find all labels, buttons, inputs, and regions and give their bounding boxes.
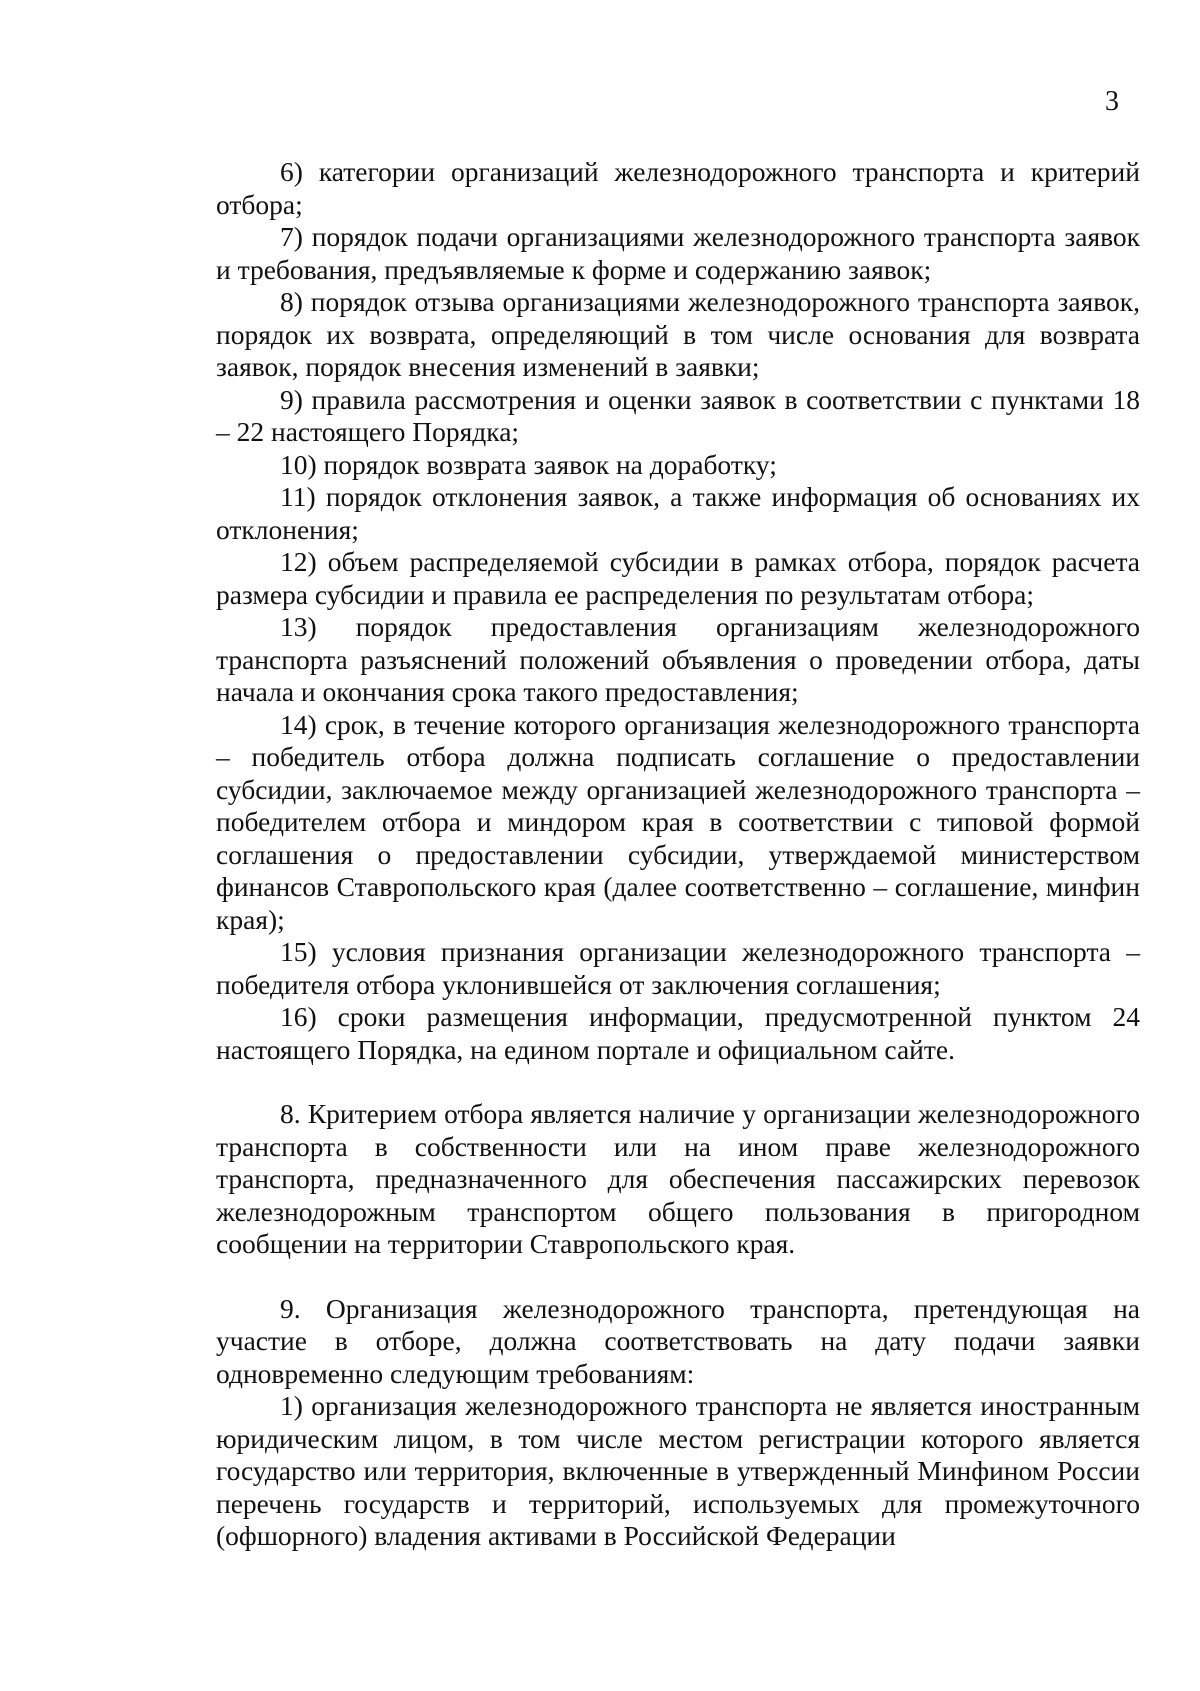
list-item-10: 10) порядок возврата заявок на доработку; [280,448,777,480]
list-item-13: 13) порядок предоставления организациям железнодорожного транспорта разъяснений положений объявления о проведении отбора, даты начала и окончания срока такого предоставления; [216,611,1140,707]
page-number: 3 [1105,86,1119,117]
document-body [216,156,1140,1553]
clause-9-item-1: 1) организация железнодорожного транспорта не является иностранным юридическим лицом, в том числе местом регистрации которого является государство или территория, включенные в утвержденный Минфином России перечень государств и территорий, используемых для промежуточного (офшорного) владения активами в Российской Федерации [216,1390,1140,1551]
list-item-11: 11) порядок отклонения заявок, а также информация об основаниях их отклонения; [216,481,1140,545]
list-item-8: 8) порядок отзыва организациями железнодорожного транспорта заявок, порядок их возврата, определяющий в том числе основания для возврата заявок, порядок внесения изменений в заявки; [216,286,1140,382]
list-item-15: 15) условия признания организации железнодорожного транспорта – победителя отбора уклонившейся от заключения соглашения; [216,936,1140,1000]
clause-8: 8. Критерием отбора является наличие у организации железнодорожного транспорта в собственности или на ином праве железнодорожного транспорта, предназначенного для обеспечения пассажирских перевозок железнодорожным транспортом общего пользования в пригородном сообщении на территории Ставропольского края. [216,1098,1140,1259]
list-item-9: 9) правила рассмотрения и оценки заявок в соответствии с пунктами 18 – 22 настоящего Порядка; [216,383,1140,447]
list-item-12: 12) объем распределяемой субсидии в рамках отбора, порядок расчета размера субсидии и правила ее распределения по результатам отбора; [216,546,1140,610]
list-item-6: 6) категории организаций железнодорожного транспорта и критерий отбора; [216,156,1140,220]
clause-9: 9. Организация железнодорожного транспорта, претендующая на участие в отборе, должна соответствовать на дату подачи заявки одновременно следующим требованиям: [216,1292,1140,1389]
list-item-14: 14) срок, в течение которого организация железнодорожного транспорта – победитель отбора должна подписать соглашение о предоставлении субсидии, заключаемое между организацией железнодорожного транспорта – победителем отбора и миндором края в соответствии с типовой формой соглашения о предоставлении субсидии, утверждаемой министерством финансов Ставропольского края (далее соответственно – соглашение, минфин края); [216,708,1140,935]
list-item-16: 16) сроки размещения информации, предусмотренной пунктом 24 настоящего Порядка, на едином портале и официальном сайте. [216,1001,1140,1065]
list-item-7: 7) порядок подачи организациями железнодорожного транспорта заявок и требования, предъявляемые к форме и содержанию заявок; [216,221,1140,285]
